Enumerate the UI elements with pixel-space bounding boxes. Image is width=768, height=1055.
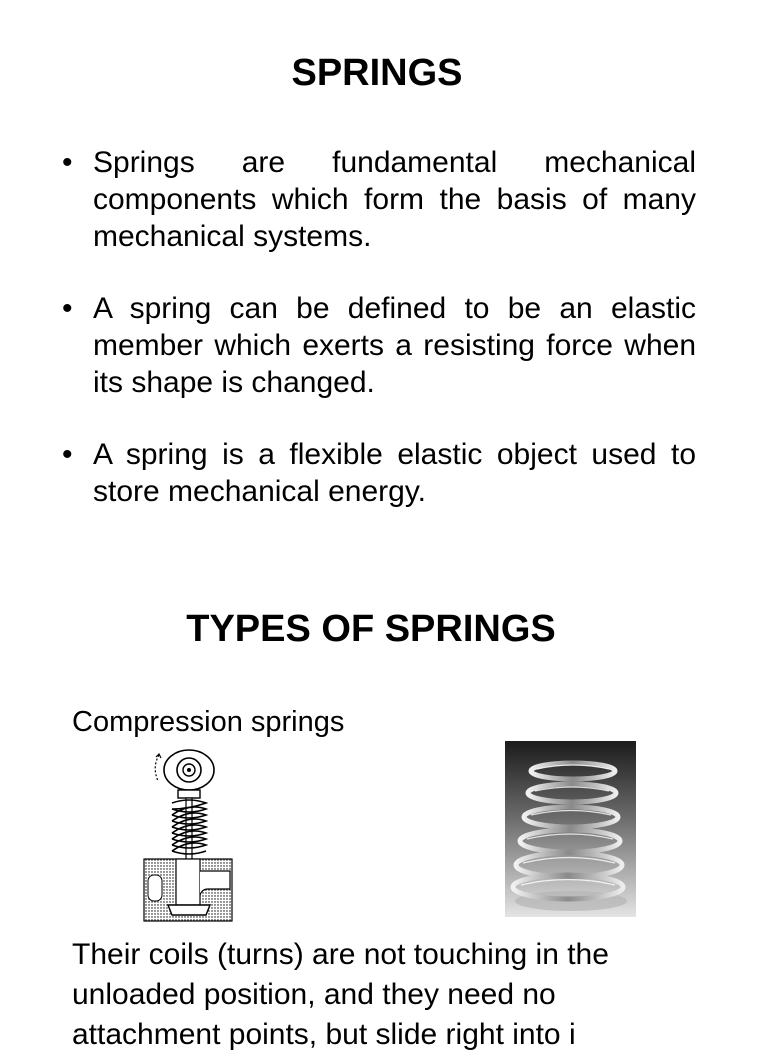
bullet-item xyxy=(62,436,696,510)
description-line: unloaded position, and they need no xyxy=(72,978,556,1011)
description-line: attachment points, but slide right into i xyxy=(72,1018,576,1051)
bullet-icon: • xyxy=(62,438,73,471)
bullet-icon: • xyxy=(62,292,73,325)
bullet-text: Springs are fundamental mechanical components which form the basis of many mechanical systems. xyxy=(93,146,696,253)
bullet-item xyxy=(62,144,696,255)
bullet-item xyxy=(62,290,696,401)
description-line: Their coils (turns) are not touching in the xyxy=(72,938,609,971)
section-title: TYPES OF SPRINGS xyxy=(186,608,556,650)
subheading: Compression springs xyxy=(72,706,345,738)
bullet-text: A spring can be defined to be an elastic member which exerts a resisting force when its shape is changed. xyxy=(93,292,696,399)
bullet-icon: • xyxy=(62,146,73,179)
bullet-list xyxy=(62,144,696,545)
compression-spring-photo xyxy=(505,741,636,917)
valve-spring-illustration xyxy=(142,745,234,923)
compression-springs-description xyxy=(72,935,712,1055)
page-title: SPRINGS xyxy=(291,52,463,94)
bullet-text: A spring is a flexible elastic object used to store mechanical energy. xyxy=(93,438,696,508)
